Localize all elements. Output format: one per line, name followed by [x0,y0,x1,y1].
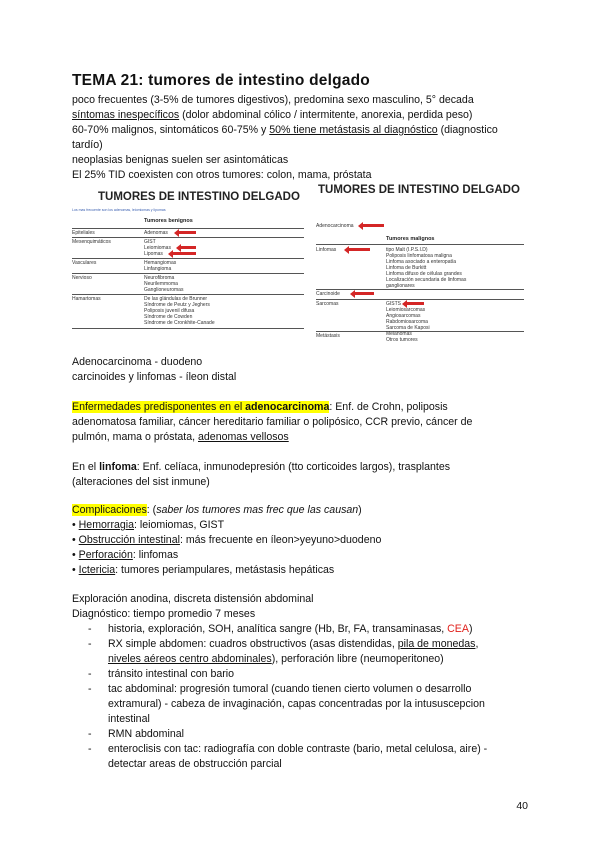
malignant-item: Linfoma asociado a enteropatía [386,259,457,265]
benign-item: Poliposis juvenil difusa [144,308,195,314]
intro-line-4: tardío) [72,139,103,151]
row-rule [72,273,304,274]
row-rule [316,289,524,290]
malignant-item: ganglionares [386,283,415,289]
row-rule [316,299,524,300]
linfoma-c: : Enf. celíaca, inmunodepresión (tto corticoides largos), trasplantes [136,461,451,473]
page-title: TEMA 21: tumores de intestino delgado [72,72,370,89]
dash-bullet: - [88,638,92,650]
malignant-item: Localización secundaria de linfomas [386,277,467,283]
benign-cat: Nervioso [72,275,92,281]
malignant-item: Linfoma difuso de células grandes [386,271,462,277]
intro-line-3 [72,123,532,138]
predisp-adenomas: adenomas vellosos [198,431,289,443]
benign-figure-note: Los mas frecuente son los adenomas, leiomiomas y lipomas [72,208,166,212]
dash-bullet: - [88,743,92,755]
malignant-item: Linfoma de Burkitt [386,265,427,271]
red-arrow-icon [354,292,374,295]
cea-marker: CEA [447,623,469,635]
diag-4-l1: tac abdominal: progresión tumoral (cuando tienen cierto volumen o desarrollo [108,683,472,695]
malignant-tumors-figure [316,181,524,341]
dash-bullet: - [88,623,92,635]
row-rule [72,328,304,329]
linfoma-a: En el [72,461,100,473]
location-line-2: carcinoides y linfomas - íleon distal [72,371,237,383]
diagnosis-item-text: RMN abdominal [108,728,184,740]
benign-item: Ganglioneuromas [144,287,184,293]
malignant-cat: Sarcomas [316,301,339,307]
malignant-figure-title: TUMORES DE INTESTINO DELGADO [318,184,520,196]
complication-desc: : tumores periampulares, metástasis hepáticas [115,564,335,576]
complication-term: Perforación [78,549,133,561]
benign-item: Leiomiomas [144,245,171,251]
diag-4-l2: extramural) - cabeza de invaginación, capas concentradas por la intususcepcion [108,698,485,710]
complication-term: Hemorragia [78,519,134,531]
intro-underline: síntomas inespecíficos [72,109,180,121]
predisp-line-2: adenomatosa familiar, cáncer hereditario familiar o polipósico, CCR previo, cáncer de [72,416,473,428]
red-arrow-icon [406,302,424,305]
diag-6-l2: detectar areas de obstrucción parcial [108,758,282,770]
intro-line-2 [72,108,532,123]
benign-tumors-figure [72,188,304,340]
benign-item: Síndrome de Peutz y Jeghers [144,302,210,308]
intro-metastasis: 50% tiene metástasis al diagnóstico [269,124,438,136]
predisp-highlight: Enfermedades predisponentes en el [72,401,246,413]
red-arrow-icon [172,252,196,255]
page-number: 40 [516,800,528,812]
benign-item: De las glándulas de Brunner [144,296,208,302]
diag-2-pila: pila de monedas [397,638,476,650]
predisp-line-3 [72,430,532,445]
benign-figure-title: TUMORES DE INTESTINO DELGADO [98,191,300,203]
row-rule [316,331,524,332]
diagnosis-line: Diagnóstico: tiempo promedio 7 meses [72,608,256,620]
benign-cat: Mesenquimáticos [72,239,111,245]
malignant-item: tipo Malt (I.P.S.I.D) [386,247,428,253]
intro-line-2-rest: (dolor abdominal cólico / intermitente, anorexia, perdida peso) [179,109,473,121]
malignant-item: Angiosarcomas [386,313,421,319]
malignant-item: Otros tumores [386,337,418,343]
benign-item: Linfangioma [144,266,172,272]
complication-item: • Hemorragia: leiomiomas, GIST [72,519,225,531]
benign-cat: Vasculares [72,260,97,266]
benign-item: Lipomas [144,251,163,257]
malignant-cat: Linfomas [316,247,337,253]
benign-cat: Epiteliales [72,230,95,236]
complication-desc: : más frecuente en íleon>yeyuno>duodeno [179,534,382,546]
malignant-item: Leiomiosarcomas [386,307,426,313]
diag-2-a: RX simple abdomen: cuadros obstructivos (asas distendidas, [108,638,398,650]
complication-desc: : linfomas [132,549,179,561]
complications-note: saber los tumores mas frec que las causan [156,504,359,516]
malignant-item: Melanomas [386,331,412,337]
intro-line-3-a: 60-70% malignos, sintomáticos 60-75% y [72,124,270,136]
benign-item: Neurilemmoma [144,281,178,287]
diagnosis-item-text [108,682,518,727]
diag-2-c: ), perforación libre (neumoperitoneo) [271,653,444,665]
dash-bullet: - [88,683,92,695]
benign-item: Neurofibroma [144,275,175,281]
complication-item: • Obstrucción intestinal: más frecuente en íleon>yeyuno>duodeno [72,534,382,546]
predisp-highlight-bold: adenocarcinoma [245,401,330,413]
linfoma-line-2: (alteraciones del sist inmune) [72,476,210,488]
red-arrow-icon [362,224,384,227]
predisp-line-3-a: pulmón, mama o próstata, [72,431,199,443]
predisp-line-1 [72,400,532,415]
malignant-header: Tumores malignos [386,236,435,242]
row-rule [72,294,304,295]
benign-item: GIST [144,239,156,245]
diagnosis-item-text [108,622,518,637]
row-rule [72,258,304,259]
malignant-item: GISTS [386,301,402,307]
diag-6-l1: enteroclisis con tac: radiografía con doble contraste (bario, metal celulosa, aire) - [108,743,488,755]
diag-2-niveles: niveles aéreos centro abdominales [108,653,272,665]
benign-item: Adenomas [144,230,168,236]
complications-heading [72,503,532,518]
dash-bullet: - [88,668,92,680]
benign-item: Síndrome de Cowden [144,314,193,320]
linfoma-bold: linfoma [99,461,137,473]
complications-label: Complicaciones [72,504,147,516]
benign-item: Síndrome de Cronkhite-Canade [144,320,215,326]
diag-1-a: historia, exploración, SOH, analítica sangre (Hb, Br, FA, transaminasas, [108,623,448,635]
complication-item: • Perforación: linfomas [72,549,179,561]
benign-header-rule [72,228,304,229]
linfoma-line-1 [72,460,532,475]
intro-line-1: poco frecuentes (3-5% de tumores digestivos), predomina sexo masculino, 5° decada [72,94,474,106]
intro-line-6: El 25% TID coexisten con otros tumores: colon, mama, próstata [72,169,372,181]
complication-term: Ictericia [78,564,116,576]
benign-header: Tumores benignos [144,218,193,224]
complication-term: Obstrucción intestinal [78,534,180,546]
exploration-line: Exploración anodina, discreta distensión abdominal [72,593,314,605]
malignant-cat: Adenocarcinoma [316,223,354,229]
malignant-item: Poliposis linfomatosa maligna [386,253,452,259]
diag-1-b: ) [468,623,473,635]
malignant-cat: Metástasis [316,333,340,339]
location-line-1: Adenocarcinoma - duodeno [72,356,203,368]
malignant-item: Sarcoma de Kaposi [386,325,430,331]
complication-desc: : leiomiomas, GIST [134,519,225,531]
dash-bullet: - [88,728,92,740]
malignant-cat: Carcinoide [316,291,340,297]
red-arrow-icon [348,248,370,251]
diagnosis-item-text [108,637,518,667]
benign-item: Hemangiomas [144,260,177,266]
diagnosis-item-text [108,742,518,772]
complications-close: ) [358,504,362,516]
red-arrow-icon [178,231,196,234]
intro-line-3-b: (diagnostico [437,124,498,136]
diagnosis-item-text: tránsito intestinal con bario [108,668,235,680]
red-arrow-icon [180,246,196,249]
row-rule [72,237,304,238]
intro-line-5: neoplasias benignas suelen ser asintomáticas [72,154,289,166]
complications-sep: : ( [146,504,157,516]
complication-item: • Ictericia: tumores periampulares, metástasis hepáticas [72,564,335,576]
malignant-item: Rabdomiosarcoma [386,319,428,325]
diag-2-comma: , [475,638,479,650]
predisp-line-1-rest: : Enf. de Crohn, poliposis [329,401,448,413]
diag-4-l3: intestinal [108,713,150,725]
benign-cat: Hamartomas [72,296,101,302]
